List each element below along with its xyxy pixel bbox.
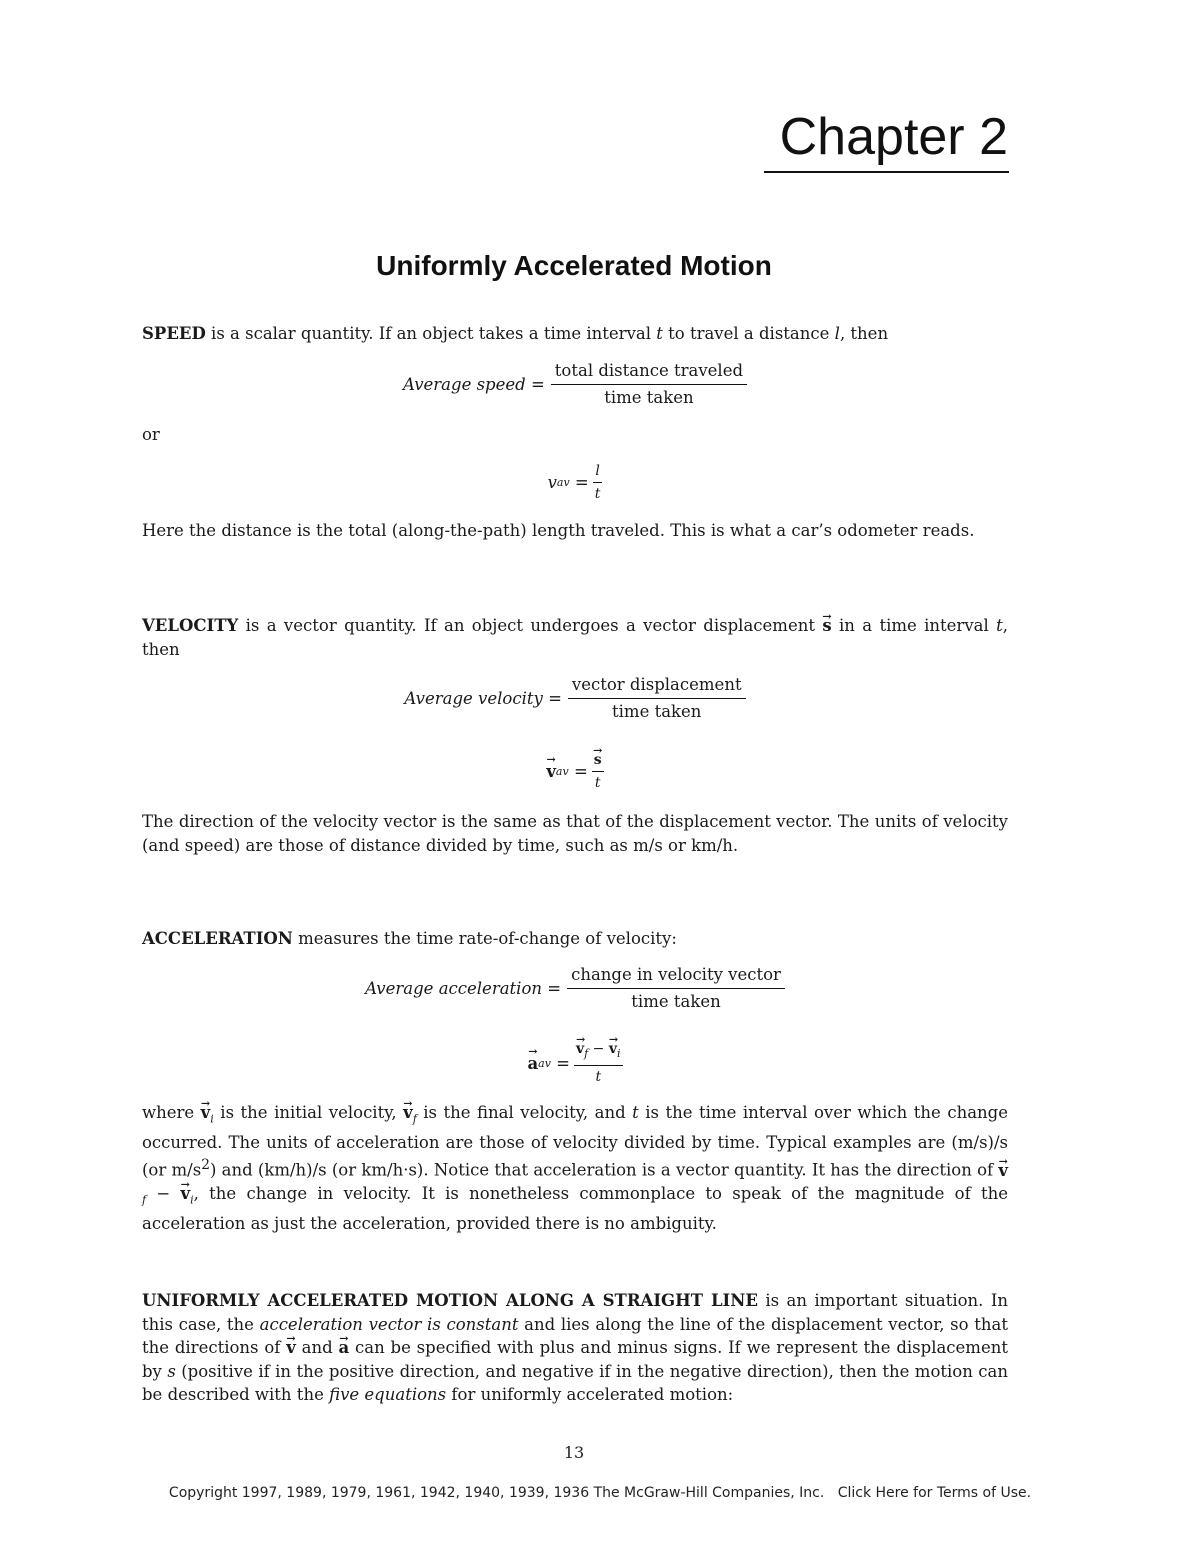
fraction: $\frac{\text{total distance traveled}}{\text{time taken}}$ (551, 360, 747, 409)
uniform-motion-term: UNIFORMLY ACCELERATED MOTION ALONG A STRAIGHT LINE (142, 1291, 758, 1310)
section-title: Uniformly Accelerated Motion (376, 250, 772, 281)
copyright-text: Copyright 1997, 1989, 1979, 1961, 1942, 1940, 1939, 1936 The McGraw-Hill Companies, Inc. (168, 1485, 825, 1501)
copyright-footer (0, 1485, 1200, 1501)
velocity-definition-paragraph: VELOCITY is a vector quantity. If an object undergoes a vector displacement → s in a time interval t, then (142, 614, 1008, 661)
velocity-term: VELOCITY (142, 616, 239, 635)
chapter-title: Chapter 2 (779, 108, 1008, 166)
fraction: $\frac{l}{t}$ (594, 462, 601, 502)
page-number: 13 (563, 1443, 585, 1462)
acceleration-note-paragraph: where → $v_i$ is the initial velocity, → $v_f$ is the final velocity, and t is the time interval over which the change occurred. The units of acceleration are those of velocity divided by time. Typical examples are (m/s)/s (or $m/s^2$) and (km/h)/s (or km/h·s). Notice that acceleration is a vector quantity. It has the direction of → $v_f$ − → $v_i$, the change in velocity. It is nonetheless commonplace to speak of the magnitude of the acceleration as just the acceleration, provided there is no ambiguity. (142, 1101, 1008, 1236)
uniform-motion-paragraph: UNIFORMLY ACCELERATED MOTION ALONG A STRAIGHT LINE is an important situation. In this case, the acceleration vector is constant and lies along the line of the displacement vector, so that the directions of → v and → a can be specified with plus and minus signs. If we represent the displacement by s (positive if in the positive direction, and negative if in the negative direction), then the motion can be described with the five equations for uniformly accelerated motion: (142, 1289, 1008, 1407)
fraction: $\frac{\text{vector displacement}}{\text{time taken}}$ (568, 674, 746, 723)
average-acceleration-equation: Average acceleration = $\frac{\text{change in velocity vector}}{\text{time taken}}$ (142, 961, 1008, 1015)
terms-of-use-link[interactable]: Click Here for Terms of Use. (837, 1485, 1032, 1501)
acceleration-definition-paragraph: ACCELERATION measures the time rate-of-change of velocity: (142, 929, 677, 948)
speed-note-paragraph: Here the distance is the total (along-the-path) length traveled. This is what a car’s odometer reads. (142, 521, 975, 540)
average-velocity-equation: Average velocity = $\frac{\text{vector displacement}}{\text{time taken}}$ (142, 671, 1008, 725)
acceleration-term: ACCELERATION (142, 929, 293, 948)
average-speed-equation: Average speed = $\frac{\text{total distance traveled}}{\text{time taken}}$ (142, 357, 1008, 411)
velocity-formula-equation: → v av = → $\frac{s}{t}$ (142, 746, 1008, 796)
chapter-title-rule (764, 171, 1009, 173)
or-text: or (142, 425, 160, 444)
fraction: → $\frac{s}{t}$ (592, 751, 604, 792)
fraction: → $\frac{v_f - \to v_i}{t}$ (574, 1040, 623, 1086)
speed-term: SPEED (142, 324, 206, 343)
fraction: $\frac{\text{change in velocity vector}}{\text{time taken}}$ (567, 964, 785, 1013)
acceleration-formula-equation: → a av = → $\frac{v_f - \to v_i}{t}$ (142, 1038, 1008, 1088)
speed-formula-equation: v av = $\frac{l}{t}$ (547, 462, 601, 502)
velocity-note-paragraph: The direction of the velocity vector is the same as that of the displacement vector. The units of velocity (and speed) are those of distance divided by time, such as m/s or km/h. (142, 812, 1008, 855)
speed-definition-paragraph: SPEED is a scalar quantity. If an object takes a time interval t to travel a distance l, then (142, 324, 889, 343)
